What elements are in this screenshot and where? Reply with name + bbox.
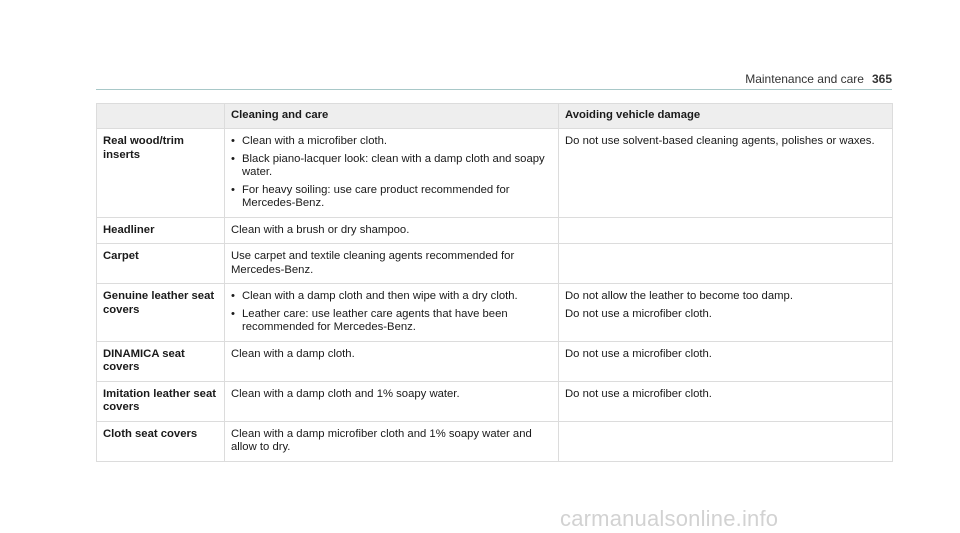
list-item: • Leather care: use leather care agents that have been recommended for Mercedes-Benz. (231, 308, 552, 335)
care-cell (225, 129, 559, 218)
table-row (97, 217, 893, 244)
row-label: Real wood/trim inserts (97, 129, 225, 218)
avoid-cell (559, 341, 893, 381)
care-text: Use carpet and textile cleaning agents recommended for Mercedes-Benz. (231, 250, 515, 276)
table-row (97, 244, 893, 284)
care-text: Clean with a damp microfiber cloth and 1% soapy water and allow to dry. (231, 427, 532, 453)
list-item: • Clean with a microfiber cloth. (231, 135, 552, 149)
care-list (231, 290, 552, 335)
cleaning-care-table (96, 103, 893, 462)
page-header (745, 72, 892, 86)
section-title: Maintenance and care (745, 72, 864, 86)
avoid-text: Do not allow the leather to become too damp. (565, 290, 793, 302)
row-label: Carpet (97, 244, 225, 284)
row-label: Genuine leather seat covers (97, 284, 225, 342)
care-text: Clean with a damp cloth. (231, 347, 355, 360)
avoid-text: Do not use solvent-based cleaning agents, polishes or waxes. (565, 135, 875, 147)
avoid-cell (559, 244, 893, 284)
row-label: DINAMICA seat covers (97, 341, 225, 381)
avoid-text: Do not use a microfiber cloth. (565, 307, 712, 320)
header-rule (96, 89, 892, 90)
row-label: Imitation leather seat covers (97, 381, 225, 421)
list-item: • For heavy soiling: use care product recommended for Mercedes-Benz. (231, 184, 552, 211)
care-text: Clean with a damp cloth and 1% soapy water. (231, 387, 460, 400)
care-cell (225, 341, 559, 381)
avoid-text: Do not use a microfiber cloth. (565, 387, 712, 400)
avoid-text: Do not use a microfiber cloth. (565, 347, 712, 360)
row-label: Headliner (97, 217, 225, 244)
watermark: carmanualsonline.info (560, 506, 779, 531)
column-header-avoid: Avoiding vehicle damage (559, 104, 893, 129)
care-list (231, 135, 552, 211)
care-cell (225, 244, 559, 284)
care-cell (225, 217, 559, 244)
avoid-cell (559, 381, 893, 421)
list-item: • Clean with a damp cloth and then wipe with a dry cloth. (231, 290, 552, 304)
table-row (97, 129, 893, 218)
avoid-cell (559, 217, 893, 244)
care-cell (225, 284, 559, 342)
care-cell (225, 381, 559, 421)
care-cell (225, 421, 559, 461)
column-header-item (97, 104, 225, 129)
row-label: Cloth seat covers (97, 421, 225, 461)
avoid-cell (559, 284, 893, 342)
page-number: 365 (871, 72, 892, 86)
table-row (97, 341, 893, 381)
list-item: • Black piano-lacquer look: clean with a damp cloth and soapy water. (231, 153, 552, 180)
avoid-cell (559, 129, 893, 218)
table-row (97, 381, 893, 421)
column-header-care: Cleaning and care (225, 104, 559, 129)
table-row (97, 284, 893, 342)
care-text: Clean with a brush or dry shampoo. (231, 223, 410, 236)
table-header-row (97, 104, 893, 129)
avoid-cell (559, 421, 893, 461)
table-row (97, 421, 893, 461)
